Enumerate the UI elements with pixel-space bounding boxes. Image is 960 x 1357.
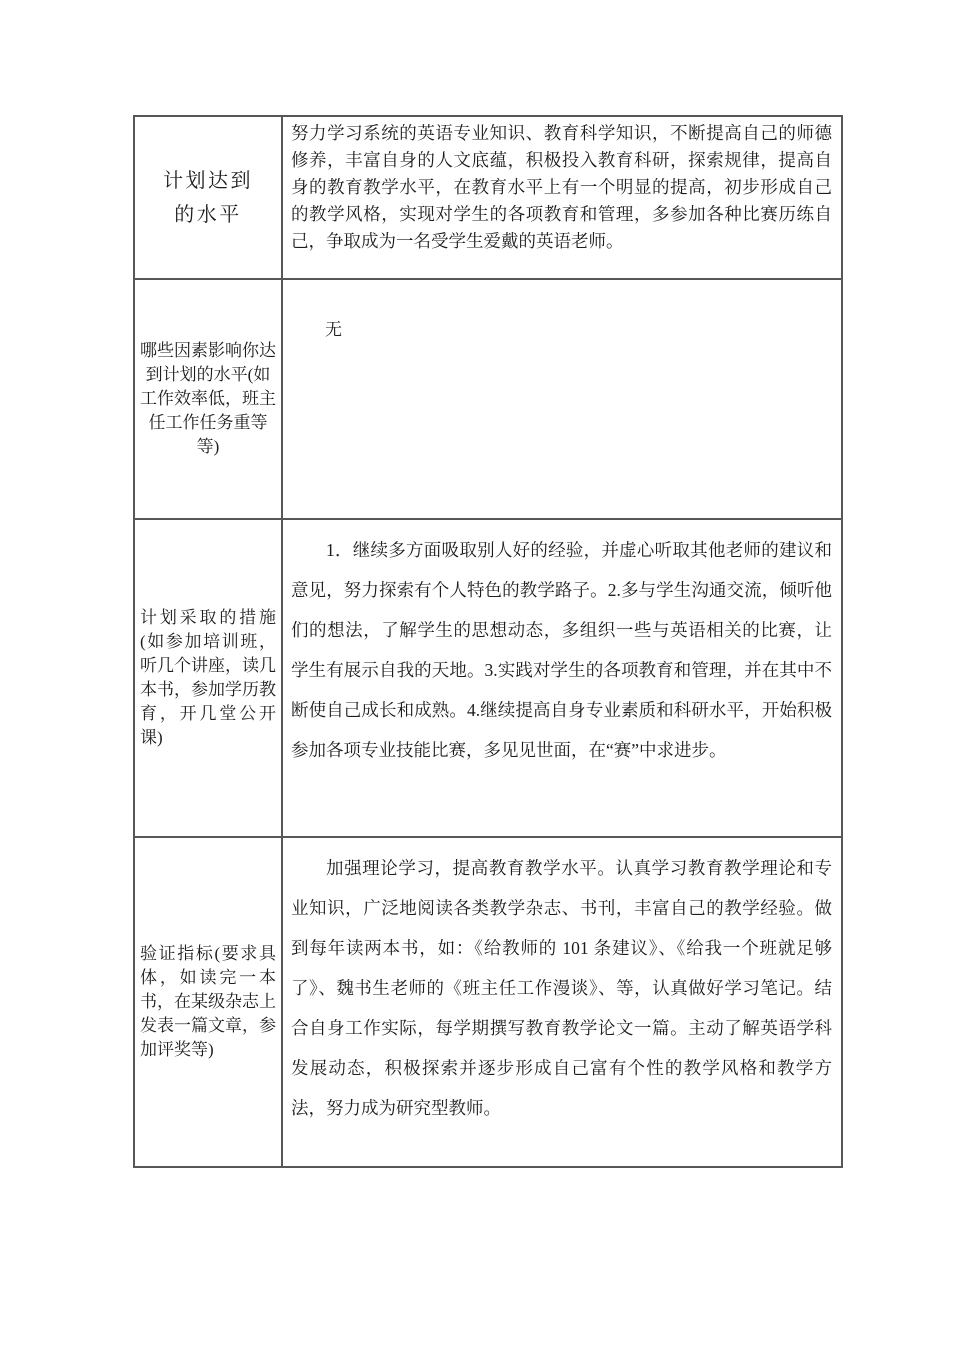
row-label-verification-indicators: 验证指标(要求具体，如读完一本书，在某级杂志上发表一篇文章，参加评奖等): [135, 838, 283, 1168]
row-label-influencing-factors: 哪些因素影响你达到计划的水平(如工作效率低，班主任工作任务重等等): [135, 280, 283, 520]
row-content-planned-level: 努力学习系统的英语专业知识、教育科学知识，不断提高自己的师德修养，丰富自身的人文底蕴，积极投入教育科研，探索规律，提高自身的教育教学水平，在教育水平上有一个明显的提高，初步形成自己的教学风格，实现对学生的各项教育和管理，多参加各种比赛历练自己，争取成为一名受学生爱戴的英语老师。: [283, 117, 843, 280]
row-label-planned-level-line2: 的水平: [174, 203, 242, 226]
row-content-influencing-factors: 无: [283, 280, 843, 520]
row-label-planned-level: [135, 117, 283, 280]
row-content-verification-indicators: 加强理论学习，提高教育教学水平。认真学习教育教学理论和专业知识，广泛地阅读各类教学杂志、书刊，丰富自己的教学经验。做到每年读两本书，如：《给教师的 101 条建议》、《给我一个班就足够了》、魏书生老师的《班主任工作漫谈》、等，认真做好学习笔记。结合自身工作实际，每学期撰写教育教学论文一篇。主动了解英语学科发展动态，积极探索并逐步形成自己富有个性的教学风格和教学方法，努力成为研究型教师。: [283, 838, 843, 1168]
teacher-plan-form-table: [133, 115, 843, 1168]
row-label-planned-measures: 计划采取的措施(如参加培训班，听几个讲座，读几本书，参加学历教育，开几堂公开课): [135, 520, 283, 838]
row-content-planned-measures: 1．继续多方面吸取别人好的经验，并虚心听取其他老师的建议和意见，努力探索有个人特色的教学路子。2.多与学生沟通交流，倾听他们的想法，了解学生的思想动态，多组织一些与英语相关的比赛，让学生有展示自我的天地。3.实践对学生的各项教育和管理，并在其中不断使自己成长和成熟。4.继续提高自身专业素质和科研水平，开始积极参加各项专业技能比赛，多见见世面，在“赛”中求进步。: [283, 520, 843, 838]
row-label-planned-level-line1: 计划达到: [163, 169, 253, 192]
